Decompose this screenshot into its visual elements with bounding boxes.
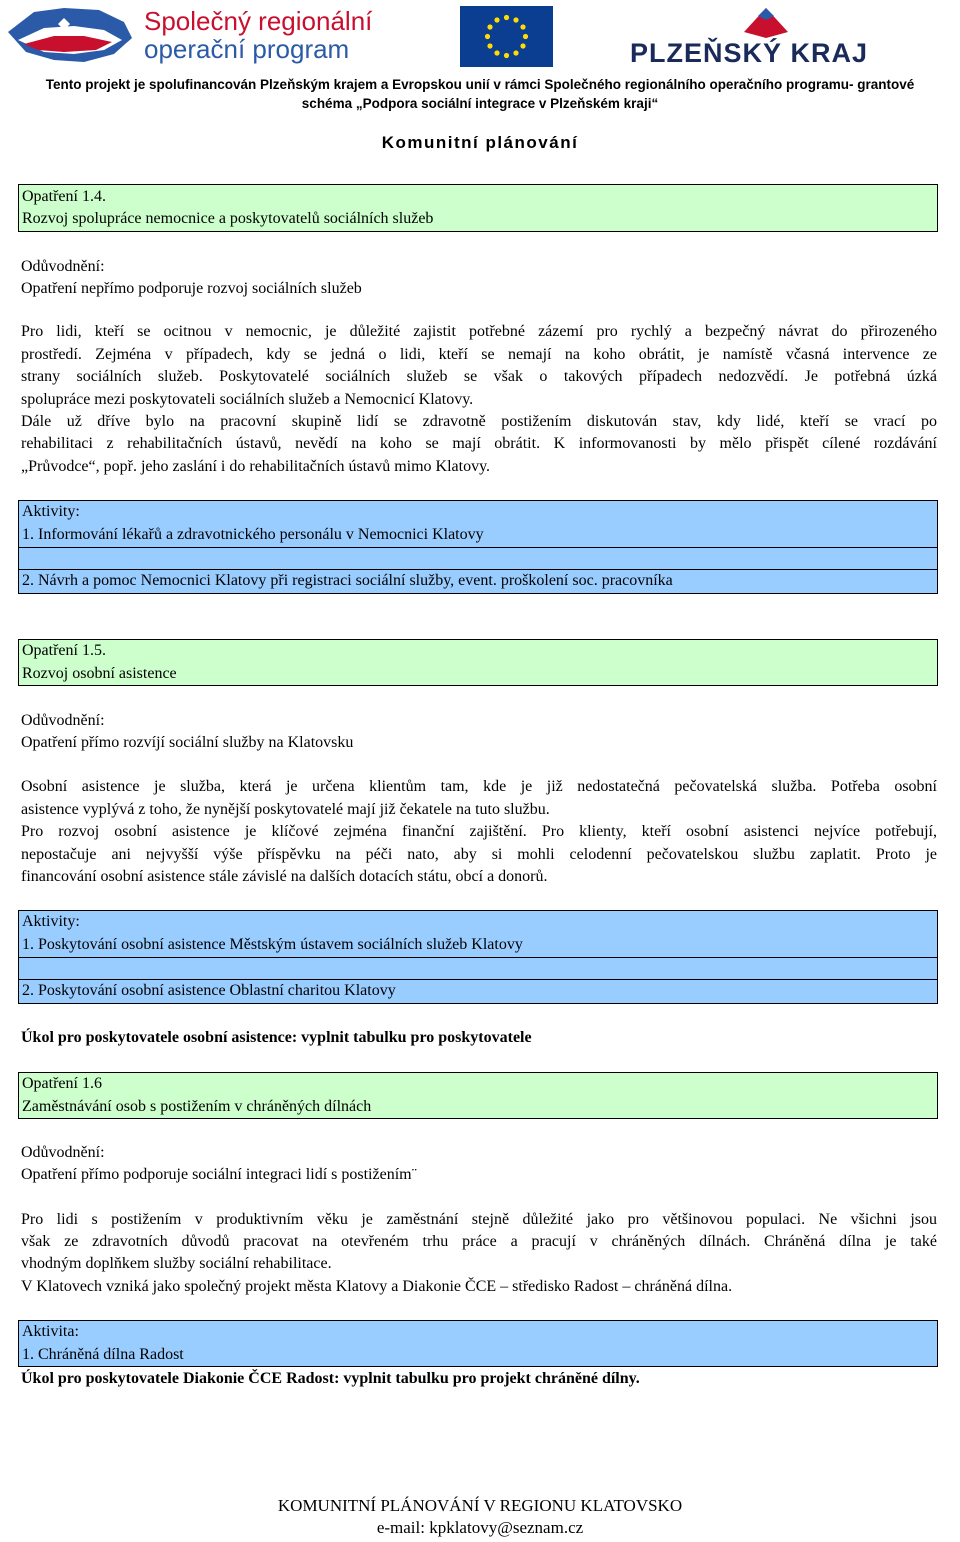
reason-label: Odůvodnění: [21, 712, 105, 729]
provider-task: Úkol pro poskytovatele osobní asistence: vyplnit tabulku pro poskytovatele [21, 1029, 532, 1046]
activity-item: 1. Chráněná dílna Radost [22, 1346, 184, 1363]
eu-star-icon [520, 24, 525, 29]
provider-task: Úkol pro poskytovatele Diakonie ČCE Radost: vyplnit tabulku pro projekt chráněné dílny. [21, 1370, 640, 1387]
paragraph-line: vhodným doplňkem služby sociální rehabilitace. [21, 1255, 332, 1272]
activities-box [18, 500, 938, 594]
paragraph-line: prostředí. Zejména v případech, kdy se jedná o lidi, kteří se nemají na koho obrátit, je namístě včasná intervence ze [21, 346, 937, 363]
eu-star-icon [504, 53, 509, 58]
eu-star-icon [513, 17, 518, 22]
paragraph-line: asistence vyplývá z toho, že nynější poskytovatelé mají již čekatele na tuto službu. [21, 801, 550, 818]
divider [19, 957, 937, 958]
reason-text: Opatření přímo rozvíjí sociální služby na Klatovsku [21, 734, 354, 751]
funding-line-2: schéma „Podpora sociální integrace v Plzeňském kraji“ [301, 96, 659, 111]
srop-logo [4, 2, 389, 70]
paragraph-line: spolupráce mezi poskytovateli sociálních služeb a Nemocnicí Klatovy. [21, 391, 474, 408]
eu-star-icon [494, 17, 499, 22]
paragraph-line: V Klatovech vzniká jako společný projekt města Klatovy a Diakonie ČCE – středisko Radost – chráněná dílna. [21, 1278, 733, 1295]
srop-title-line1: Společný regionální [144, 6, 373, 36]
eu-star-icon [504, 15, 509, 20]
funding-line-1: Tento projekt je spolufinancován Plzeňským krajem a Evropskou unií v rámci Společného regionálního operačního programu- grantové [45, 77, 915, 92]
measure-title: Zaměstnávání osob s postižením v chráněných dílnách [22, 1098, 372, 1115]
reason-text: Opatření nepřímo podporuje rozvoj sociálních služeb [21, 280, 362, 297]
eu-flag-icon [460, 6, 553, 67]
kraj-logo-text: PLZEŇSKÝ KRAJ [630, 38, 869, 68]
reason-text: Opatření přímo podporuje sociální integraci lidí s postižením¨ [21, 1166, 417, 1183]
activity-item: 1. Informování lékařů a zdravotnického personálu v Nemocnici Klatovy [22, 526, 484, 543]
paragraph-line: „Průvodce“, popř. jeho zaslání i do rehabilitačních ústavů mimo Klatovy. [21, 458, 491, 475]
activities-label: Aktivity: [22, 503, 80, 520]
paragraph-line: financování osobní asistence stále závislé na dalších dotacích státu, obcí a donorů. [21, 868, 548, 885]
activity-box [18, 1320, 938, 1367]
divider [19, 547, 937, 548]
footer-email: e-mail: kpklatovy@seznam.cz [376, 1518, 584, 1537]
eu-star-icon [485, 34, 490, 39]
plzensky-kraj-logo [616, 2, 916, 70]
eu-star-icon [513, 50, 518, 55]
measure-1-5-box [18, 639, 938, 686]
section-title: Komunitní plánování [381, 133, 579, 152]
activity-item: 2. Poskytování osobní asistence Oblastní charitou Klatovy [22, 982, 396, 999]
activity-item: 2. Návrh a pomoc Nemocnici Klatovy při registraci sociální služby, event. proškolení soc. pracovníka [22, 572, 673, 589]
eu-star-icon [494, 50, 499, 55]
paragraph-line: Pro rozvoj osobní asistence je klíčové zejména finanční zajištění. Pro klienty, kteří osobní asistenci nejvíce potřebují, [21, 823, 937, 840]
paragraph-line: nepostačuje ani nejvyšší výše příspěvku na péči nato, aby si mohli celodenní pečovatelskou službu zaplatit. Proto je [21, 846, 937, 863]
paragraph-line: však ze zdravotních důvodů pracovat na otevřeném trhu práce a pracují v chráněných dílnách. Chráněná dílna je také [21, 1233, 937, 1250]
paragraph-line: Pro lidi, kteří se ocitnou v nemocnic, je důležité zajistit potřebné zázemí pro rychlý a bezpečný návrat do přirozeného [21, 323, 937, 340]
eu-star-icon [487, 43, 492, 48]
paragraph-line: Dále už dříve bylo na pracovní skupině lidí se zdravotně postižením diskutován stav, kdy lidé, kteří se vrací po [21, 413, 937, 430]
measure-label: Opatření 1.6 [22, 1075, 102, 1092]
activities-label: Aktivity: [22, 913, 80, 930]
eu-star-icon [523, 34, 528, 39]
paragraph-line: Pro lidi s postižením v produktivním věku je zaměstnání stejně důležité jako pro většinovou populaci. Ne všichni jsou [21, 1211, 937, 1228]
eu-star-icon [487, 24, 492, 29]
paragraph-line: Osobní asistence je služba, která je určena klientům tam, kde je již nedostatečná pečovatelská služba. Potřeba osobní [21, 778, 937, 795]
footer-title: KOMUNITNÍ PLÁNOVÁNÍ V REGIONU KLATOVSKO [277, 1496, 683, 1515]
measure-label: Opatření 1.4. [22, 188, 106, 205]
reason-label: Odůvodnění: [21, 258, 105, 275]
measure-label: Opatření 1.5. [22, 642, 106, 659]
reason-label: Odůvodnění: [21, 1144, 105, 1161]
measure-1-6-box [18, 1072, 938, 1119]
activity-item: 1. Poskytování osobní asistence Městským ústavem sociálních služeb Klatovy [22, 936, 523, 953]
measure-1-4-box [18, 184, 938, 232]
paragraph-line: rehabilitaci z rehabilitačních ústavů, nevědí na koho se mají obrátit. K informovanosti by mělo přispět cílené rozdávání [21, 435, 937, 452]
measure-title: Rozvoj osobní asistence [22, 665, 177, 682]
paragraph-line: strany sociálních služeb. Poskytovatelé sociálních služeb se však o takových případech nedozvědí. Je potřebná úzká [21, 368, 937, 385]
activities-label: Aktivita: [22, 1323, 79, 1340]
srop-title-line2: operační program [144, 34, 350, 64]
activities-box [18, 910, 938, 1004]
measure-title: Rozvoj spolupráce nemocnice a poskytovatelů sociálních služeb [22, 210, 434, 227]
eu-star-icon [520, 43, 525, 48]
